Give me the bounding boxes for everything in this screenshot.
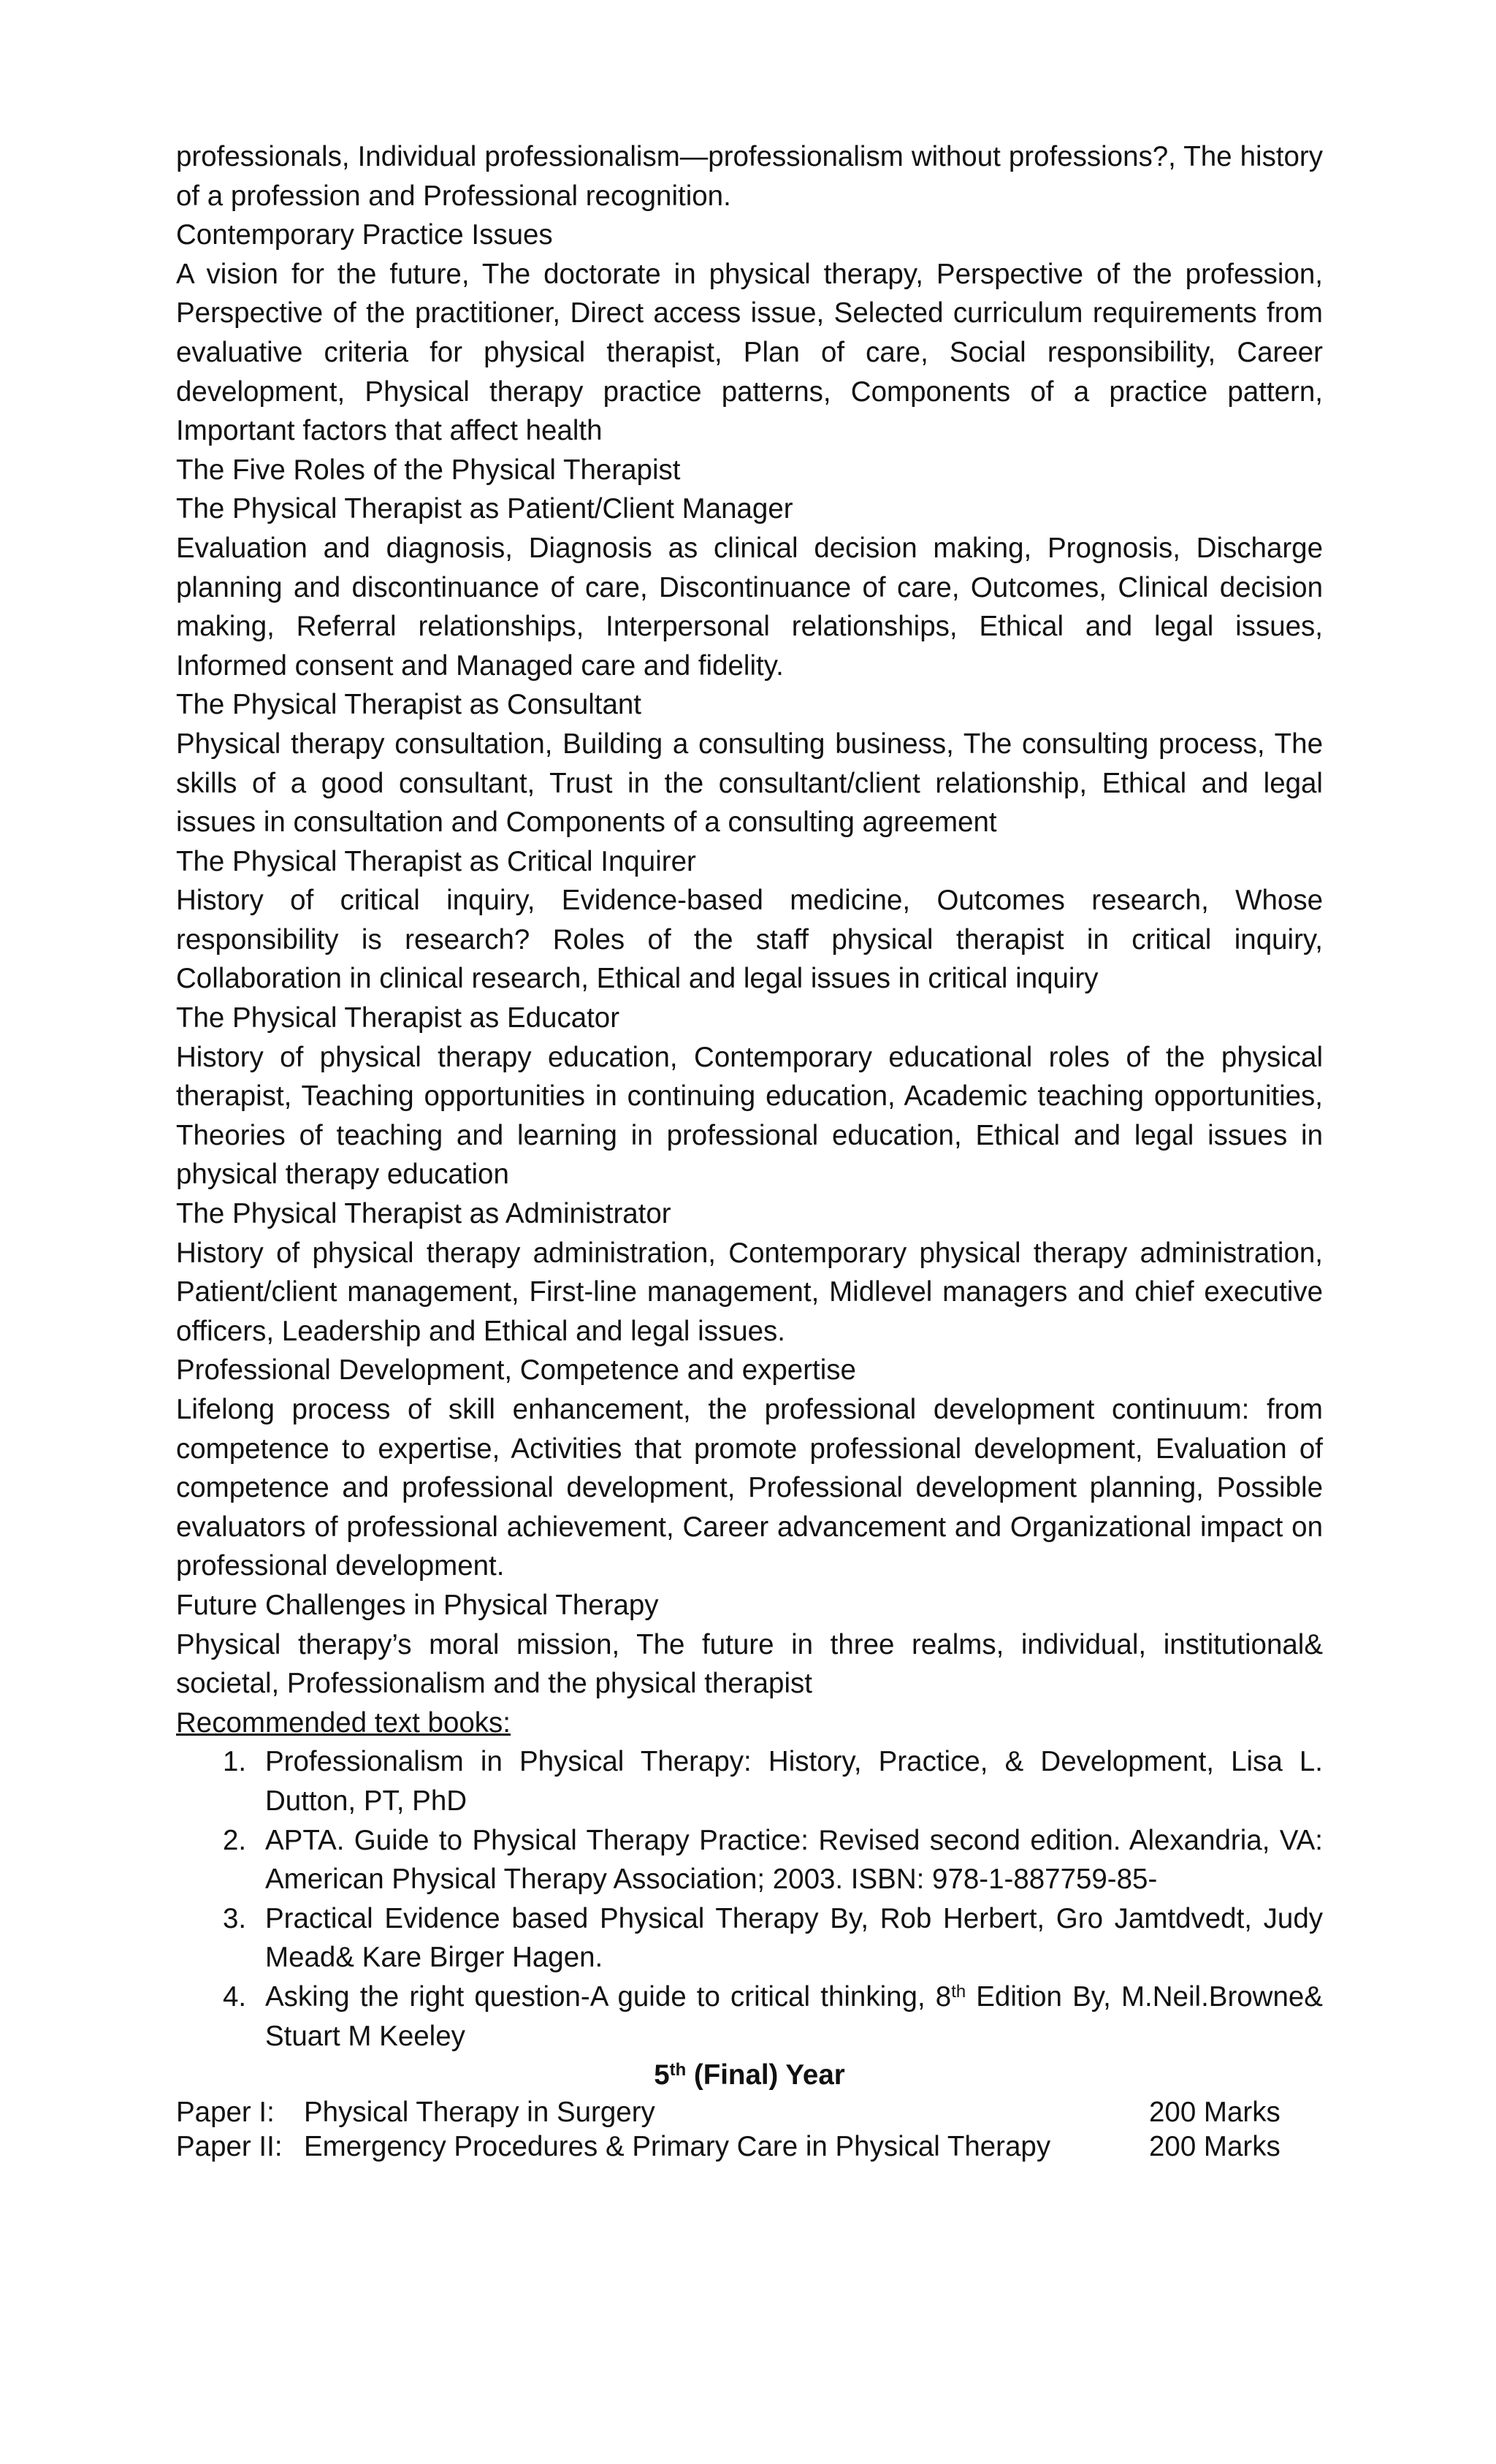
paper-title: Physical Therapy in Surgery [304, 2096, 655, 2128]
year-number: 5 [654, 2059, 670, 2091]
section-body-consultant: Physical therapy consultation, Building a consulting business, The consulting process, The skills of a good consultant, Trust in the consultant/client relationship, Ethical and legal issues in consultation and Components of a consulting agreement [176, 728, 1323, 839]
section-body-future-challenges: Physical therapy’s moral mission, The future in three realms, individual, institutional& societal, Professionalism and the physical therapist [176, 1628, 1323, 1700]
section-body-contemporary-practice: A vision for the future, The doctorate in physical therapy, Perspective of the profession, Perspective of the practitioner, Direct access issue, Selected curriculum requirements from evaluative criteria for physical therapist, Plan of care, Social responsibility, Career development, Physical therapy practice patterns, Components of a practice pattern, Important factors that affect health [176, 258, 1323, 447]
paper-title: Emergency Procedures & Primary Care in Physical Therapy [304, 2130, 1051, 2162]
book-item [176, 1899, 1323, 1977]
paper-label: Paper II: [176, 2130, 283, 2162]
book-edition-superscript: th [951, 1981, 966, 2002]
paper-marks: 200 Marks [1149, 2096, 1281, 2128]
book-item [176, 1742, 1323, 1820]
section-heading-consultant: The Physical Therapist as Consultant [176, 689, 641, 721]
book-number: 4. [223, 1980, 247, 2013]
section-heading-critical-inquirer: The Physical Therapist as Critical Inquirer [176, 845, 696, 877]
section-heading-future-challenges: Future Challenges in Physical Therapy [176, 1589, 659, 1621]
section-heading-patient-client-manager: The Physical Therapist as Patient/Client Manager [176, 493, 793, 525]
paper-marks: 200 Marks [1149, 2130, 1281, 2162]
recommended-books-heading: Recommended text books: [176, 1706, 511, 1739]
recommended-books-list [176, 1742, 1323, 2056]
section-heading-educator: The Physical Therapist as Educator [176, 1002, 620, 1034]
section-body-professional-development: Lifelong process of skill enhancement, the professional development continuum: from competence to expertise, Activities that promote professional development, Evaluation of competence and professional development, Professional development planning, Possible evaluators of professional achievement, Career advancement and Organizational impact on professional development. [176, 1394, 1323, 1582]
paper-row [176, 2129, 1323, 2164]
year-heading [176, 2056, 1323, 2095]
book-text-part: Asking the right question-A guide to critical thinking, 8 [265, 1980, 952, 2013]
section-heading-five-roles: The Five Roles of the Physical Therapist [176, 454, 681, 486]
section-heading-administrator: The Physical Therapist as Administrator [176, 1198, 671, 1230]
paper-row [176, 2095, 1323, 2129]
book-text: Professionalism in Physical Therapy: History, Practice, & Development, Lisa L. Dutton, PT, PhD [265, 1746, 1323, 1817]
book-text-part: Edition By, M.Neil.Browne& Stuart M Keeley [265, 1980, 1323, 2052]
section-body-educator: History of physical therapy education, Contemporary educational roles of the physical therapist, Teaching opportunities in continuing education, Academic teaching opportunities, Theories of teaching and learning in professional education, Ethical and legal issues in physical therapy education [176, 1041, 1323, 1191]
intro-paragraph: professionals, Individual professionalism—professionalism without professions?, The history of a profession and Professional recognition. [176, 141, 1323, 212]
book-number: 1. [223, 1746, 247, 1778]
book-text: Practical Evidence based Physical Therapy By, Rob Herbert, Gro Jamtdvedt, Judy Mead& Kare Birger Hagen. [265, 1902, 1323, 1974]
section-body-patient-client-manager: Evaluation and diagnosis, Diagnosis as clinical decision making, Prognosis, Discharge planning and discontinuance of care, Discontinuance of care, Outcomes, Clinical decision making, Referral relationships, Interpersonal relationships, Ethical and legal issues, Informed consent and Managed care and fidelity. [176, 532, 1323, 682]
book-text: APTA. Guide to Physical Therapy Practice: Revised second edition. Alexandria, VA: American Physical Therapy Association; 2003. ISBN: 978-1-887759-85- [265, 1824, 1323, 1896]
paper-label: Paper I: [176, 2096, 275, 2128]
book-number: 2. [223, 1824, 247, 1856]
book-item [176, 1977, 1323, 2056]
section-heading-contemporary-practice: Contemporary Practice Issues [176, 219, 553, 251]
book-item [176, 1821, 1323, 1899]
book-number: 3. [223, 1902, 247, 1934]
year-superscript: th [669, 2060, 687, 2080]
year-label: (Final) Year [686, 2059, 845, 2091]
section-body-administrator: History of physical therapy administration, Contemporary physical therapy administration, Patient/client management, First-line management, Midlevel managers and chief executive officers, Leadership and Ethical and legal issues. [176, 1237, 1323, 1347]
section-heading-professional-development: Professional Development, Competence and expertise [176, 1354, 856, 1387]
section-body-critical-inquirer: History of critical inquiry, Evidence-based medicine, Outcomes research, Whose responsibility is research? Roles of the staff physical therapist in critical inquiry, Collaboration in clinical research, Ethical and legal issues in critical inquiry [176, 885, 1323, 995]
document-page [176, 137, 1323, 2164]
